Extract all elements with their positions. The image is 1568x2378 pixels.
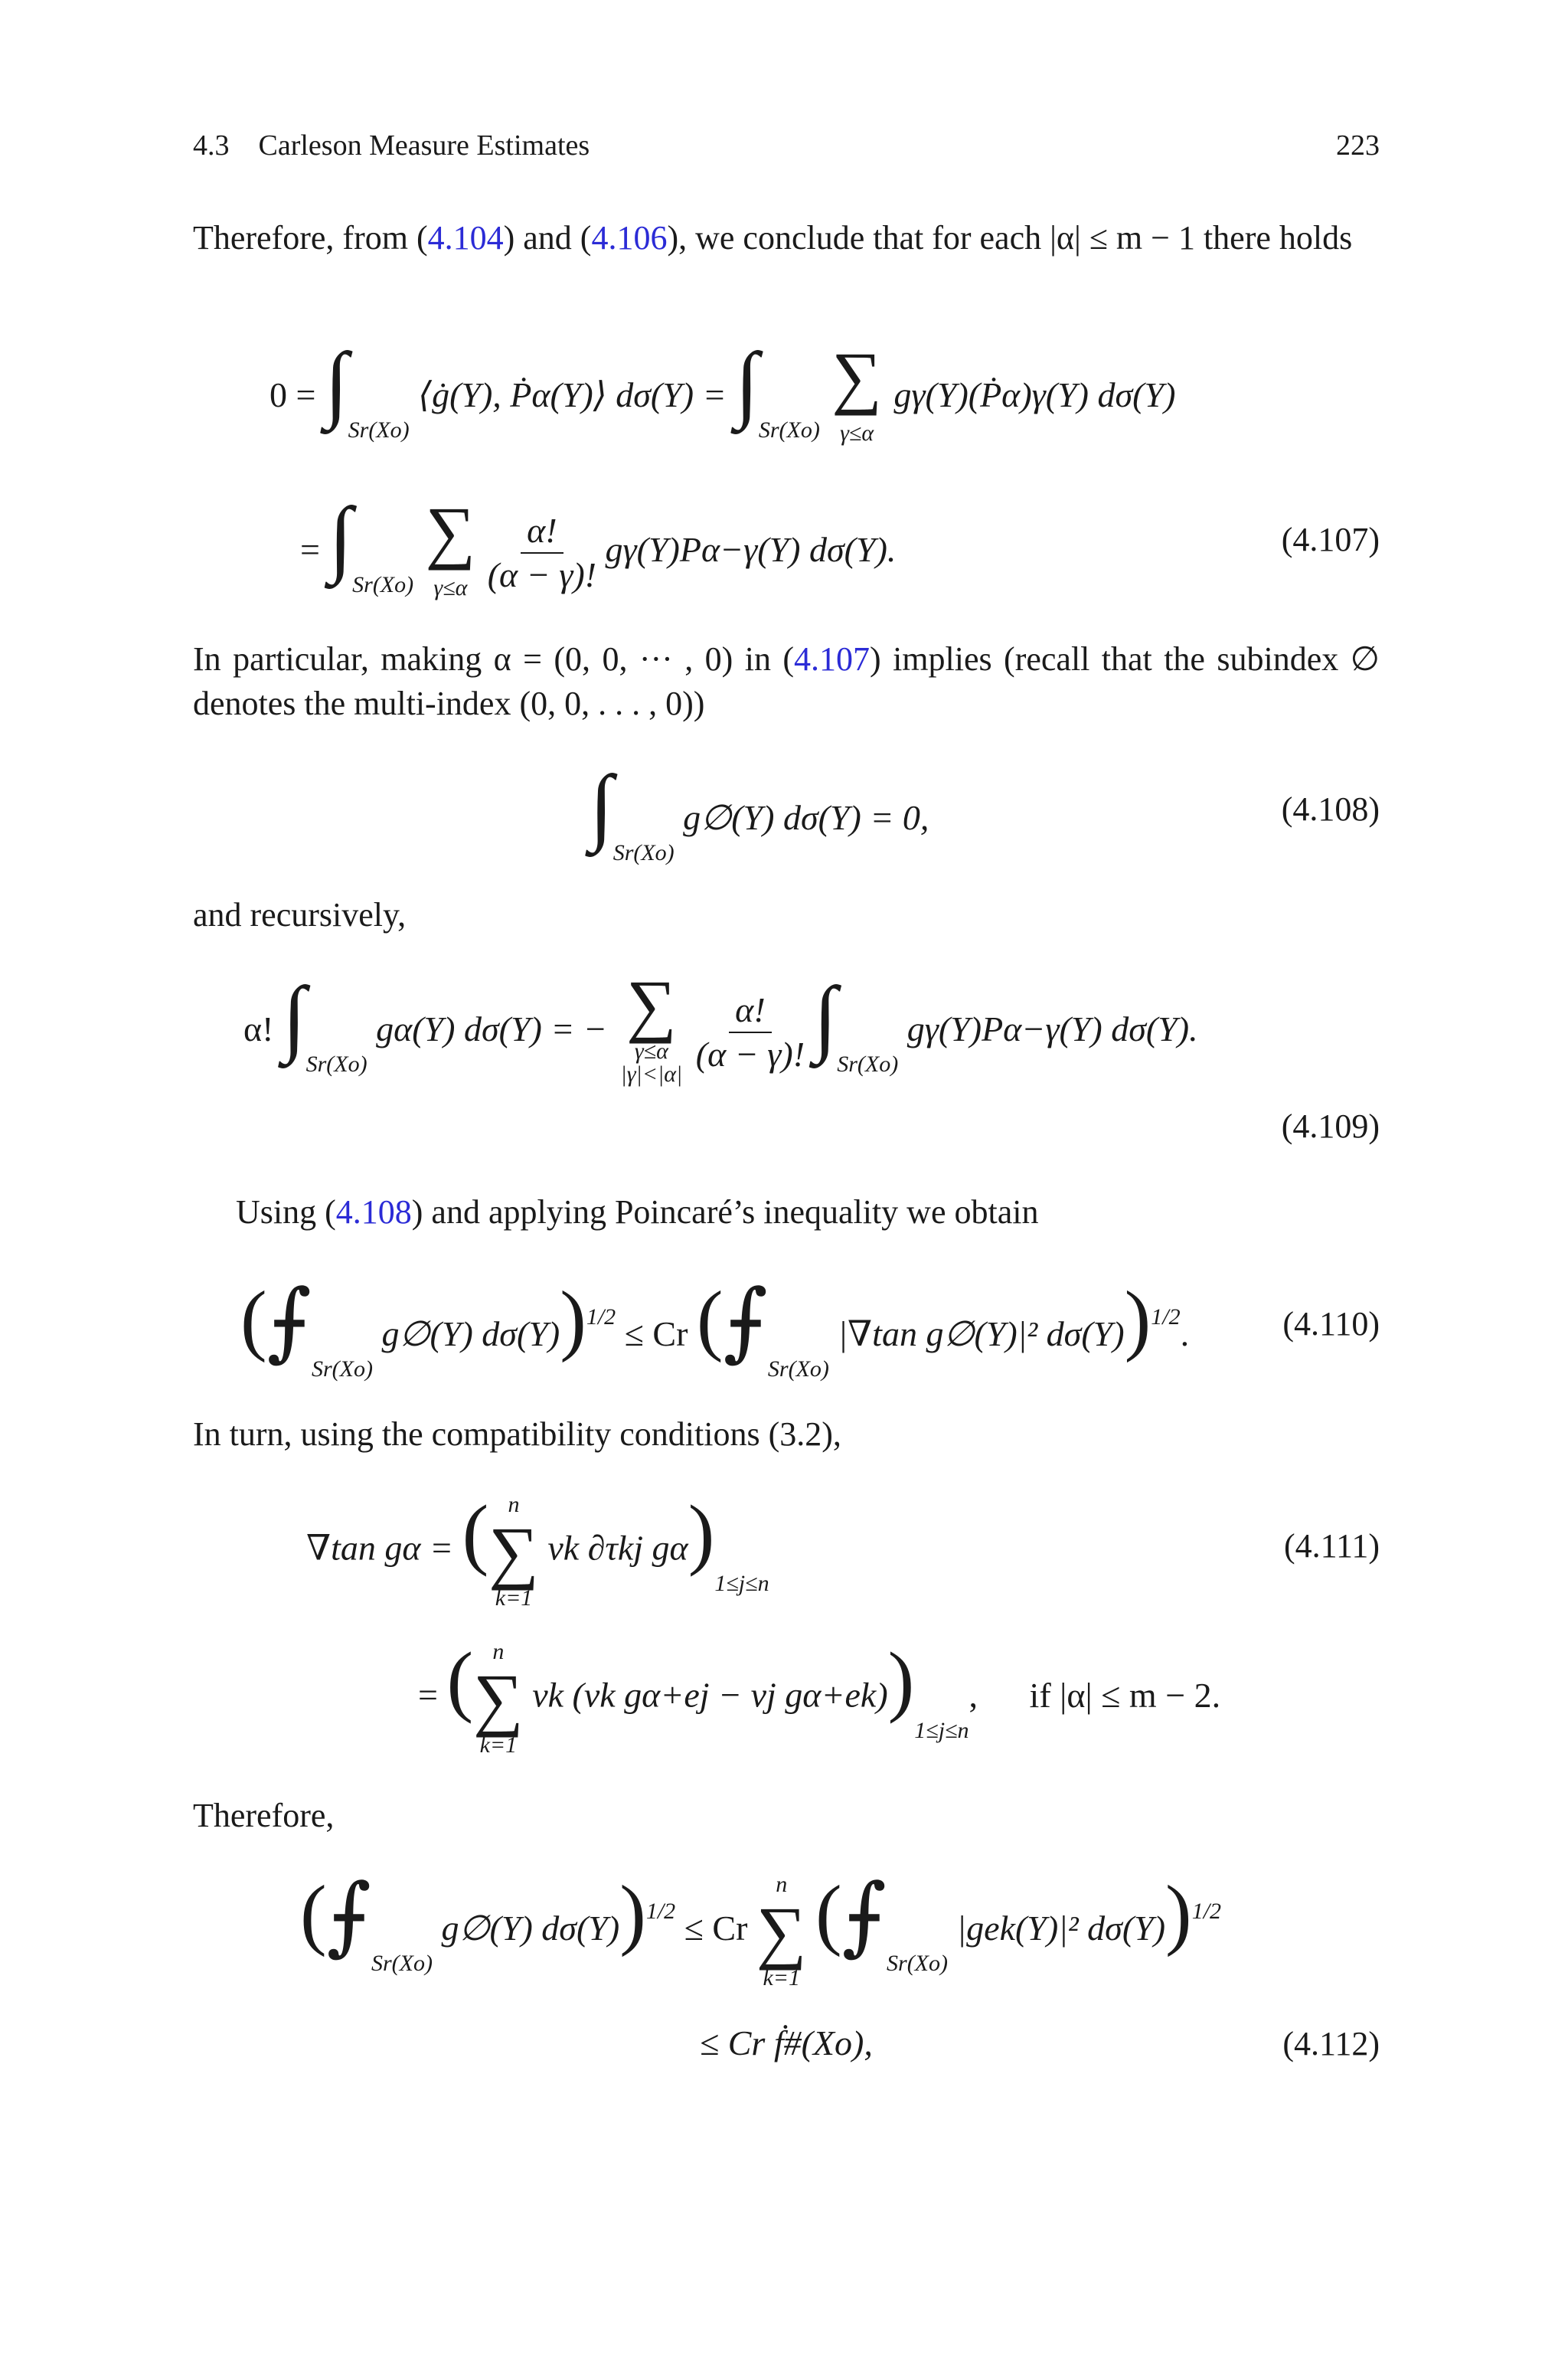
equation-number-4-107: (4.107) (1281, 521, 1380, 558)
eq107-fraction (488, 509, 596, 597)
eq109-integrand: gα(Y) dσ(Y) = − (376, 1009, 607, 1048)
eq107-integrand-1: ⟨ġ(Y), Ṗα(Y)⟩ dσ(Y) = (418, 375, 727, 414)
left-paren: ( (696, 1275, 724, 1363)
eq112-exponent-1: 1/2 (645, 1899, 676, 1924)
para4-text-a: Using ( (236, 1193, 336, 1231)
eq111-sub-2: 1≤j≤n (914, 1717, 969, 1743)
frac-numerator: α! (521, 509, 563, 554)
para1-text-a: Therefore, from ( (193, 219, 428, 257)
left-paren: ( (240, 1275, 267, 1363)
left-paren: ( (300, 1869, 327, 1958)
eq107-sum-index-1: γ≤α (840, 420, 874, 446)
frac-numerator: α! (729, 989, 771, 1033)
eq111-sum-bottom-1: k=1 (495, 1585, 533, 1611)
eq112-domain-2: Sr(Xo) (887, 1951, 948, 1976)
eq109-sum-index-2: |γ|<|α| (620, 1061, 683, 1087)
eq109-domain-1: Sr(Xo) (305, 1052, 368, 1077)
sum-sign: ∑ (473, 1660, 524, 1738)
integral-sign: ∫ (735, 335, 759, 430)
equation-number-4-109: (4.109) (1281, 1107, 1380, 1145)
running-header-section: 4.3 Carleson Measure Estimates (193, 129, 590, 162)
equation-4-109 (243, 966, 1198, 1087)
left-paren: ( (446, 1636, 474, 1725)
paragraph-4 (193, 1190, 1380, 1235)
para1-text-c: ), we conclude that for each |α| ≤ m − 1 there holds (667, 219, 1353, 257)
ref-4-106[interactable]: 4.106 (591, 219, 668, 257)
eq110-period: . (1180, 1314, 1190, 1353)
eq111-sum-2 (473, 1640, 524, 1757)
average-integral-sign: ⨍ (326, 1869, 371, 1964)
right-paren: ) (619, 1869, 646, 1958)
eq108-domain: Sr(Xo) (612, 840, 675, 865)
right-paren: ) (1165, 1869, 1192, 1958)
para2-text-a: In particular, making α = (0, 0, ··· , 0) in ( (193, 640, 795, 678)
eq112-integrand-right: |gek(Y)|² dσ(Y) (956, 1909, 1166, 1948)
eq111-comma: , (969, 1675, 978, 1715)
eq109-lhs: α! (243, 1009, 274, 1048)
ref-4-108[interactable]: 4.108 (335, 1193, 412, 1231)
eq107-domain-3: Sr(Xo) (352, 572, 414, 597)
equation-number-4-111: (4.111) (1283, 1527, 1380, 1565)
equation-4-111-line-1 (306, 1489, 769, 1611)
left-paren: ( (462, 1489, 489, 1578)
integral-sign: ∫ (813, 970, 838, 1065)
equation-4-112-line-2: ≤ Cr ḟ#(Xo), (700, 2023, 873, 2062)
eq110-exponent-1: 1/2 (586, 1304, 616, 1330)
eq110-integrand-left: g∅(Y) dσ(Y) (381, 1314, 560, 1353)
frac-denominator: (α − γ)! (487, 555, 596, 595)
ref-4-104[interactable]: 4.104 (427, 219, 504, 257)
sum-sign: ∑ (425, 492, 476, 571)
sum-sign: ∑ (756, 1892, 807, 1971)
integral-sign: ∫ (328, 490, 353, 585)
eq112-sum-top: n (776, 1872, 788, 1898)
integral-sign: ∫ (590, 758, 613, 853)
equation-4-110 (240, 1274, 1190, 1382)
average-integral-sign: ⨍ (841, 1869, 887, 1964)
eq109-rest: gγ(Y)Pα−γ(Y) dσ(Y). (906, 1009, 1198, 1048)
paragraph-3: and recursively, (193, 896, 407, 934)
eq112-relation: ≤ Cr (684, 1909, 748, 1948)
sum-sign: ∑ (488, 1513, 539, 1591)
eq111-term-1: νk ∂τkj gα (547, 1528, 688, 1568)
right-paren: ) (1124, 1275, 1152, 1363)
equation-4-107-line-2 (300, 490, 896, 610)
paragraph-2 (193, 637, 1380, 726)
page-number: 223 (1336, 129, 1380, 162)
eq112-exponent-2: 1/2 (1191, 1899, 1222, 1924)
frac-denominator: (α − γ)! (695, 1035, 805, 1075)
eq109-sum (620, 966, 683, 1087)
eq107-domain-1: Sr(Xo) (348, 417, 410, 443)
equation-number-4-110: (4.110) (1282, 1305, 1380, 1343)
integral-sign: ∫ (282, 970, 306, 1065)
equation-number-4-112: (4.112) (1282, 2025, 1380, 2062)
eq107-line2-rest: gγ(Y)Pα−γ(Y) dσ(Y). (605, 530, 897, 569)
eq111-sum-top-1: n (508, 1492, 520, 1517)
paragraph-5: In turn, using the compatibility conditions (3.2), (193, 1415, 841, 1453)
eq111-sub-1: 1≤j≤n (714, 1570, 769, 1596)
para1-text-b: ) and ( (503, 219, 592, 257)
integral-sign: ∫ (324, 335, 348, 430)
equation-4-112-line-1 (300, 1869, 1221, 1990)
eq110-domain-1: Sr(Xo) (312, 1356, 373, 1382)
equation-number-4-108: (4.108) (1281, 790, 1380, 828)
right-paren: ) (887, 1636, 915, 1725)
right-paren: ) (560, 1275, 586, 1363)
eq109-sum-index-1: γ≤α (634, 1039, 668, 1064)
eq111-sum-top-2: n (492, 1639, 505, 1664)
paragraph-1 (193, 216, 1380, 260)
paragraph-6: Therefore, (193, 1797, 335, 1834)
eq111-condition: if |α| ≤ m − 2. (1029, 1675, 1221, 1715)
left-paren: ( (815, 1869, 842, 1958)
eq108-integrand: g∅(Y) dσ(Y) = 0, (683, 798, 929, 837)
equation-4-111-line-2 (418, 1636, 1221, 1758)
average-integral-sign: ⨍ (723, 1274, 768, 1369)
eq107-sum-2 (425, 492, 476, 610)
eq111-sum-1 (488, 1493, 539, 1610)
eq111-lhs: ∇tan gα = (306, 1528, 454, 1568)
equation-4-108 (590, 758, 929, 865)
sum-sign: ∑ (831, 338, 882, 417)
para2-text-b: ) implies (recall that the subindex ∅ denotes the multi-index (0, 0, . . . , 0)) (193, 640, 1380, 722)
eq110-domain-2: Sr(Xo) (767, 1356, 829, 1382)
eq111-term-2: νk (νk gα+ej − νj gα+ek) (532, 1675, 888, 1715)
eq112-sum (756, 1873, 807, 1990)
eq107-lhs: 0 = (270, 375, 316, 414)
eq112-sum-bottom: k=1 (763, 1965, 800, 1991)
eq109-domain-2: Sr(Xo) (837, 1052, 899, 1077)
ref-4-107[interactable]: 4.107 (794, 640, 871, 678)
eq107-rhs-1: gγ(Y)(Ṗα)γ(Y) dσ(Y) (893, 375, 1176, 414)
eq111-line2-lhs: = (418, 1675, 438, 1715)
eq107-domain-2: Sr(Xo) (758, 417, 820, 443)
eq112-domain-1: Sr(Xo) (371, 1951, 433, 1976)
average-integral-sign: ⨍ (266, 1274, 312, 1369)
eq110-exponent-2: 1/2 (1151, 1304, 1181, 1330)
eq107-sum-index-2: γ≤α (433, 575, 468, 601)
eq111-sum-bottom-2: k=1 (479, 1732, 518, 1758)
eq110-integrand-right: |∇tan g∅(Y)|² dσ(Y) (838, 1314, 1125, 1353)
right-paren: ) (688, 1489, 715, 1578)
sum-sign: ∑ (626, 966, 677, 1044)
eq107-sum-1 (831, 338, 882, 455)
eq107-line2-lhs: = (300, 530, 320, 569)
eq112-integrand-left: g∅(Y) dσ(Y) (441, 1909, 620, 1948)
equation-4-107-line-1 (270, 335, 1175, 455)
para4-text-b: ) and applying Poincaré’s inequality we obtain (411, 1193, 1039, 1231)
eq110-relation: ≤ Cr (624, 1314, 688, 1353)
eq109-fraction (696, 989, 805, 1076)
